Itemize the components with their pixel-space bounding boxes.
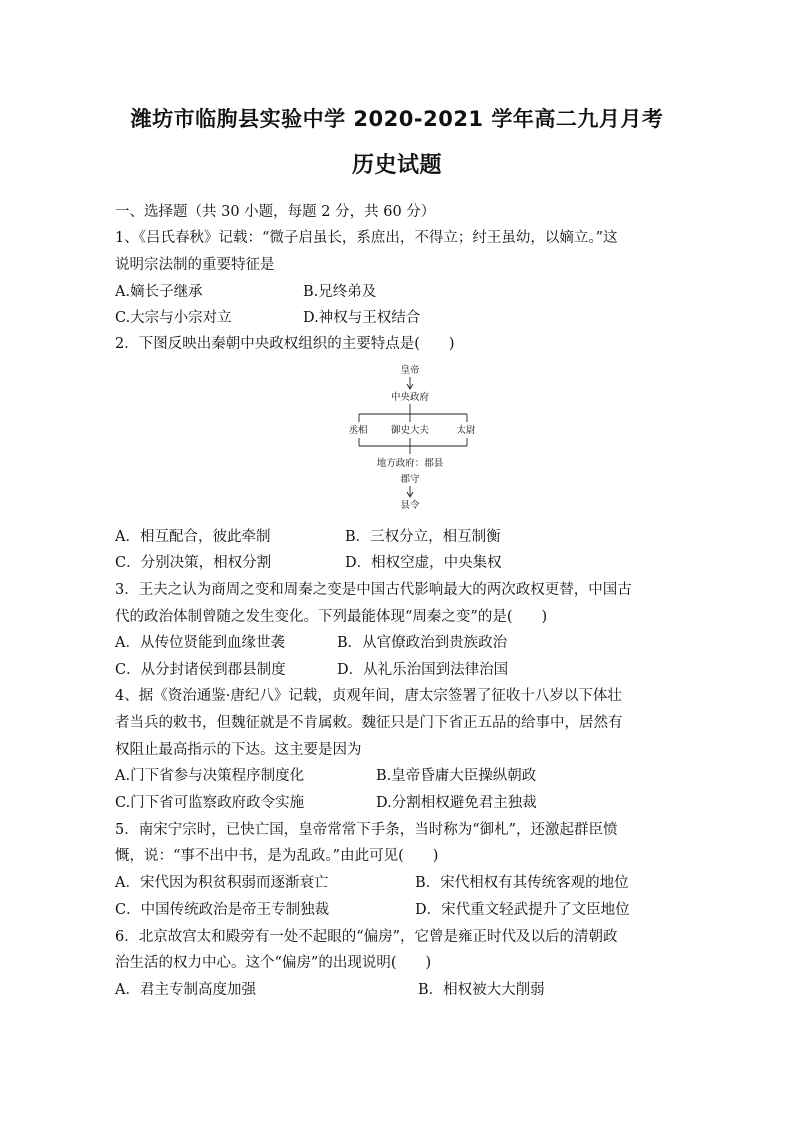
q4-option-a: A.门下省参与决策程序制度化 xyxy=(115,768,305,784)
q4-option-c: C.门下省可监察政府政令实施 xyxy=(115,795,305,811)
diagram-local-government: 地方政府：郡县 xyxy=(376,458,444,469)
q5-option-b: B．宋代相权有其传统客观的地位 xyxy=(415,875,629,891)
q4-option-d: D.分割相权避免君主独裁 xyxy=(376,795,537,811)
question-6-line-2: 治生活的权力中心。这个“偏房”的出现说明( ) xyxy=(115,955,432,971)
q3-option-b: B．从官僚政治到贵族政治 xyxy=(337,635,508,651)
question-4-line-2: 者当兵的敕书，但魏征就是不肯属敕。魏征只是门下省正五品的给事中，居然有 xyxy=(115,715,623,731)
question-4-line-3: 权阻止最高指示的下达。这主要是因为 xyxy=(115,742,362,758)
q3-option-a: A．从传位贤能到血缘世袭 xyxy=(115,635,285,651)
diagram-prefect: 郡守 xyxy=(400,474,420,485)
exam-subtitle: 历史试题 xyxy=(351,153,442,178)
diagram-censor: 御史大夫 xyxy=(390,425,430,436)
q5-option-c: C．中国传统政治是帝王专制独裁 xyxy=(115,902,330,918)
q1-option-a: A.嫡长子继承 xyxy=(115,284,203,300)
diagram-county-magistrate: 县令 xyxy=(400,500,420,511)
qin-government-diagram xyxy=(330,362,490,514)
question-4-line-1: 4、据《资治通鉴·唐纪八》记载，贞观年间，唐太宗签署了征收十八岁以下体壮 xyxy=(115,688,622,704)
question-6-line-1: 6．北京故宫太和殿旁有一处不起眼的“偏房”，它曾是雍正时代及以后的清朝政 xyxy=(115,929,618,945)
q1-option-c: C.大宗与小宗对立 xyxy=(115,310,232,326)
q6-option-a: A．君主专制高度加强 xyxy=(115,982,256,998)
question-2-line-1: 2．下图反映出秦朝中央政权组织的主要特点是( ) xyxy=(115,336,455,352)
q3-option-c: C．从分封诸侯到郡县制度 xyxy=(115,662,286,678)
q2-option-a: A．相互配合，彼此牵制 xyxy=(115,529,271,545)
question-3-line-1: 3．王夫之认为商周之变和周秦之变是中国古代影响最大的两次政权更替，中国古 xyxy=(115,582,632,598)
question-3-line-2: 代的政治体制曾随之发生变化。下列最能体现“周秦之变”的是( ) xyxy=(115,609,548,625)
q2-option-d: D．相权空虚，中央集权 xyxy=(345,555,502,571)
exam-title: 潍坊市临朐县实验中学 2020-2021 学年高二九月月考 xyxy=(130,107,664,131)
question-1-line-1: 1、《吕氏春秋》记载：“微子启虽长，系庶出，不得立；纣王虽幼，以嫡立。”这 xyxy=(115,230,618,246)
diagram-chancellor: 丞相 xyxy=(348,425,368,436)
q2-option-c: C．分别决策，相权分割 xyxy=(115,555,272,571)
question-5-line-1: 5．南宋宁宗时，已快亡国，皇帝常常下手条，当时称为“御札”，还激起群臣愤 xyxy=(115,822,618,838)
section-heading: 一、选择题（共 30 小题，每题 2 分，共 60 分） xyxy=(115,204,436,220)
q4-option-b: B.皇帝昏庸大臣操纵朝政 xyxy=(376,768,537,784)
q5-option-a: A．宋代因为积贫积弱而逐渐衰亡 xyxy=(115,875,329,891)
q1-option-d: D.神权与王权结合 xyxy=(303,310,421,326)
q1-option-b: B.兄终弟及 xyxy=(303,284,377,300)
q2-option-b: B．三权分立，相互制衡 xyxy=(345,529,501,545)
q3-option-d: D．从礼乐治国到法律治国 xyxy=(337,662,509,678)
diagram-central-government: 中央政府 xyxy=(390,392,430,403)
q6-option-b: B．相权被大大削弱 xyxy=(418,982,545,998)
diagram-emperor: 皇帝 xyxy=(400,365,420,376)
question-5-line-2: 慨，说：“事不出中书，是为乱政。”由此可见( ) xyxy=(115,848,439,864)
q5-option-d: D．宋代重文轻武提升了文臣地位 xyxy=(415,902,630,918)
question-1-line-2: 说明宗法制的重要特征是 xyxy=(115,257,275,273)
diagram-commandant: 太尉 xyxy=(456,425,476,436)
